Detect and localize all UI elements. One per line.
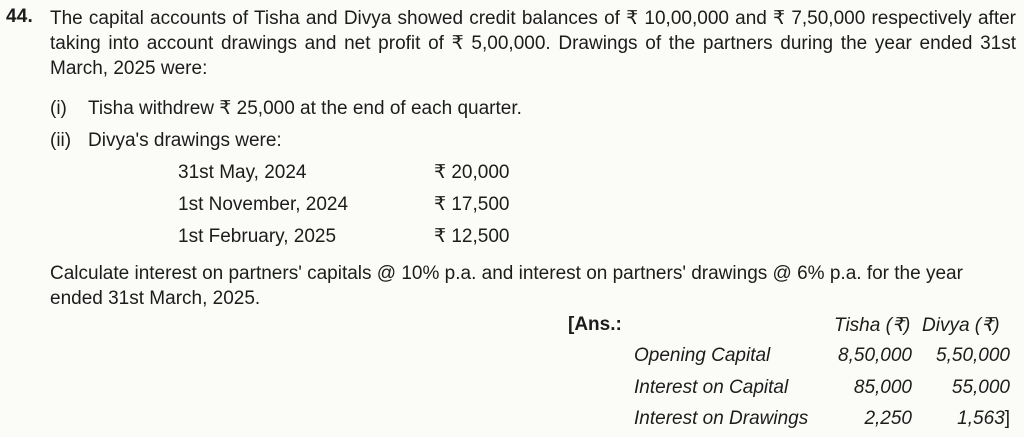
answer-label: [Ans.:	[568, 314, 622, 335]
drawing-amount: ₹ 20,000	[434, 162, 510, 183]
answer-closing-bracket: ]	[1004, 408, 1010, 429]
sub-item-ii	[50, 129, 282, 153]
sub-item-i	[50, 97, 522, 121]
answer-value-tisha: 2,250	[864, 408, 912, 429]
answer-header-divya: Divya (₹)	[922, 315, 1000, 336]
drawing-date: 31st May, 2024	[178, 162, 307, 183]
drawing-amount: ₹ 12,500	[434, 226, 510, 247]
answer-value-tisha: 8,50,000	[838, 345, 912, 366]
answer-value-divya: 5,50,000	[936, 345, 1010, 366]
calculate-instruction: Calculate interest on partners' capitals @ 10% p.a. and interest on partners' drawings @ 6% p.a. for the year ended 31st March, 2025.	[50, 263, 963, 309]
answer-row-label: Opening Capital	[634, 345, 771, 366]
question-stem: The capital accounts of Tisha and Divya showed credit balances of ₹ 10,00,000 and ₹ 7,50,000 respectively after taking into account drawings and net profit of ₹ 5,00,000. Drawings of the partners during the year ended 31st March, 2025 were:	[50, 8, 1016, 79]
answer-value-divya: 55,000	[951, 377, 1010, 398]
drawing-date: 1st February, 2025	[178, 226, 337, 247]
answer-header-tisha: Tisha (₹)	[834, 315, 911, 336]
drawing-row	[178, 161, 509, 185]
drawing-date: 1st November, 2024	[178, 194, 349, 215]
sub-item-text: Tisha withdrew ₹ 25,000 at the end of each quarter.	[88, 98, 522, 119]
sub-item-roman: (i)	[50, 98, 67, 119]
drawing-amount: ₹ 17,500	[434, 194, 510, 215]
sub-item-roman: (ii)	[50, 130, 72, 151]
sub-item-text: Divya's drawings were:	[88, 130, 282, 151]
answer-value-tisha: 85,000	[853, 377, 912, 398]
answer-value-divya-number: 1,563	[957, 408, 1005, 429]
drawing-row	[178, 225, 509, 249]
drawing-row	[178, 193, 509, 217]
question-number: 44.	[6, 6, 34, 27]
answer-row-label: Interest on Drawings	[634, 408, 809, 429]
answer-row-label: Interest on Capital	[634, 377, 789, 398]
answer-value-divya	[918, 408, 1010, 430]
